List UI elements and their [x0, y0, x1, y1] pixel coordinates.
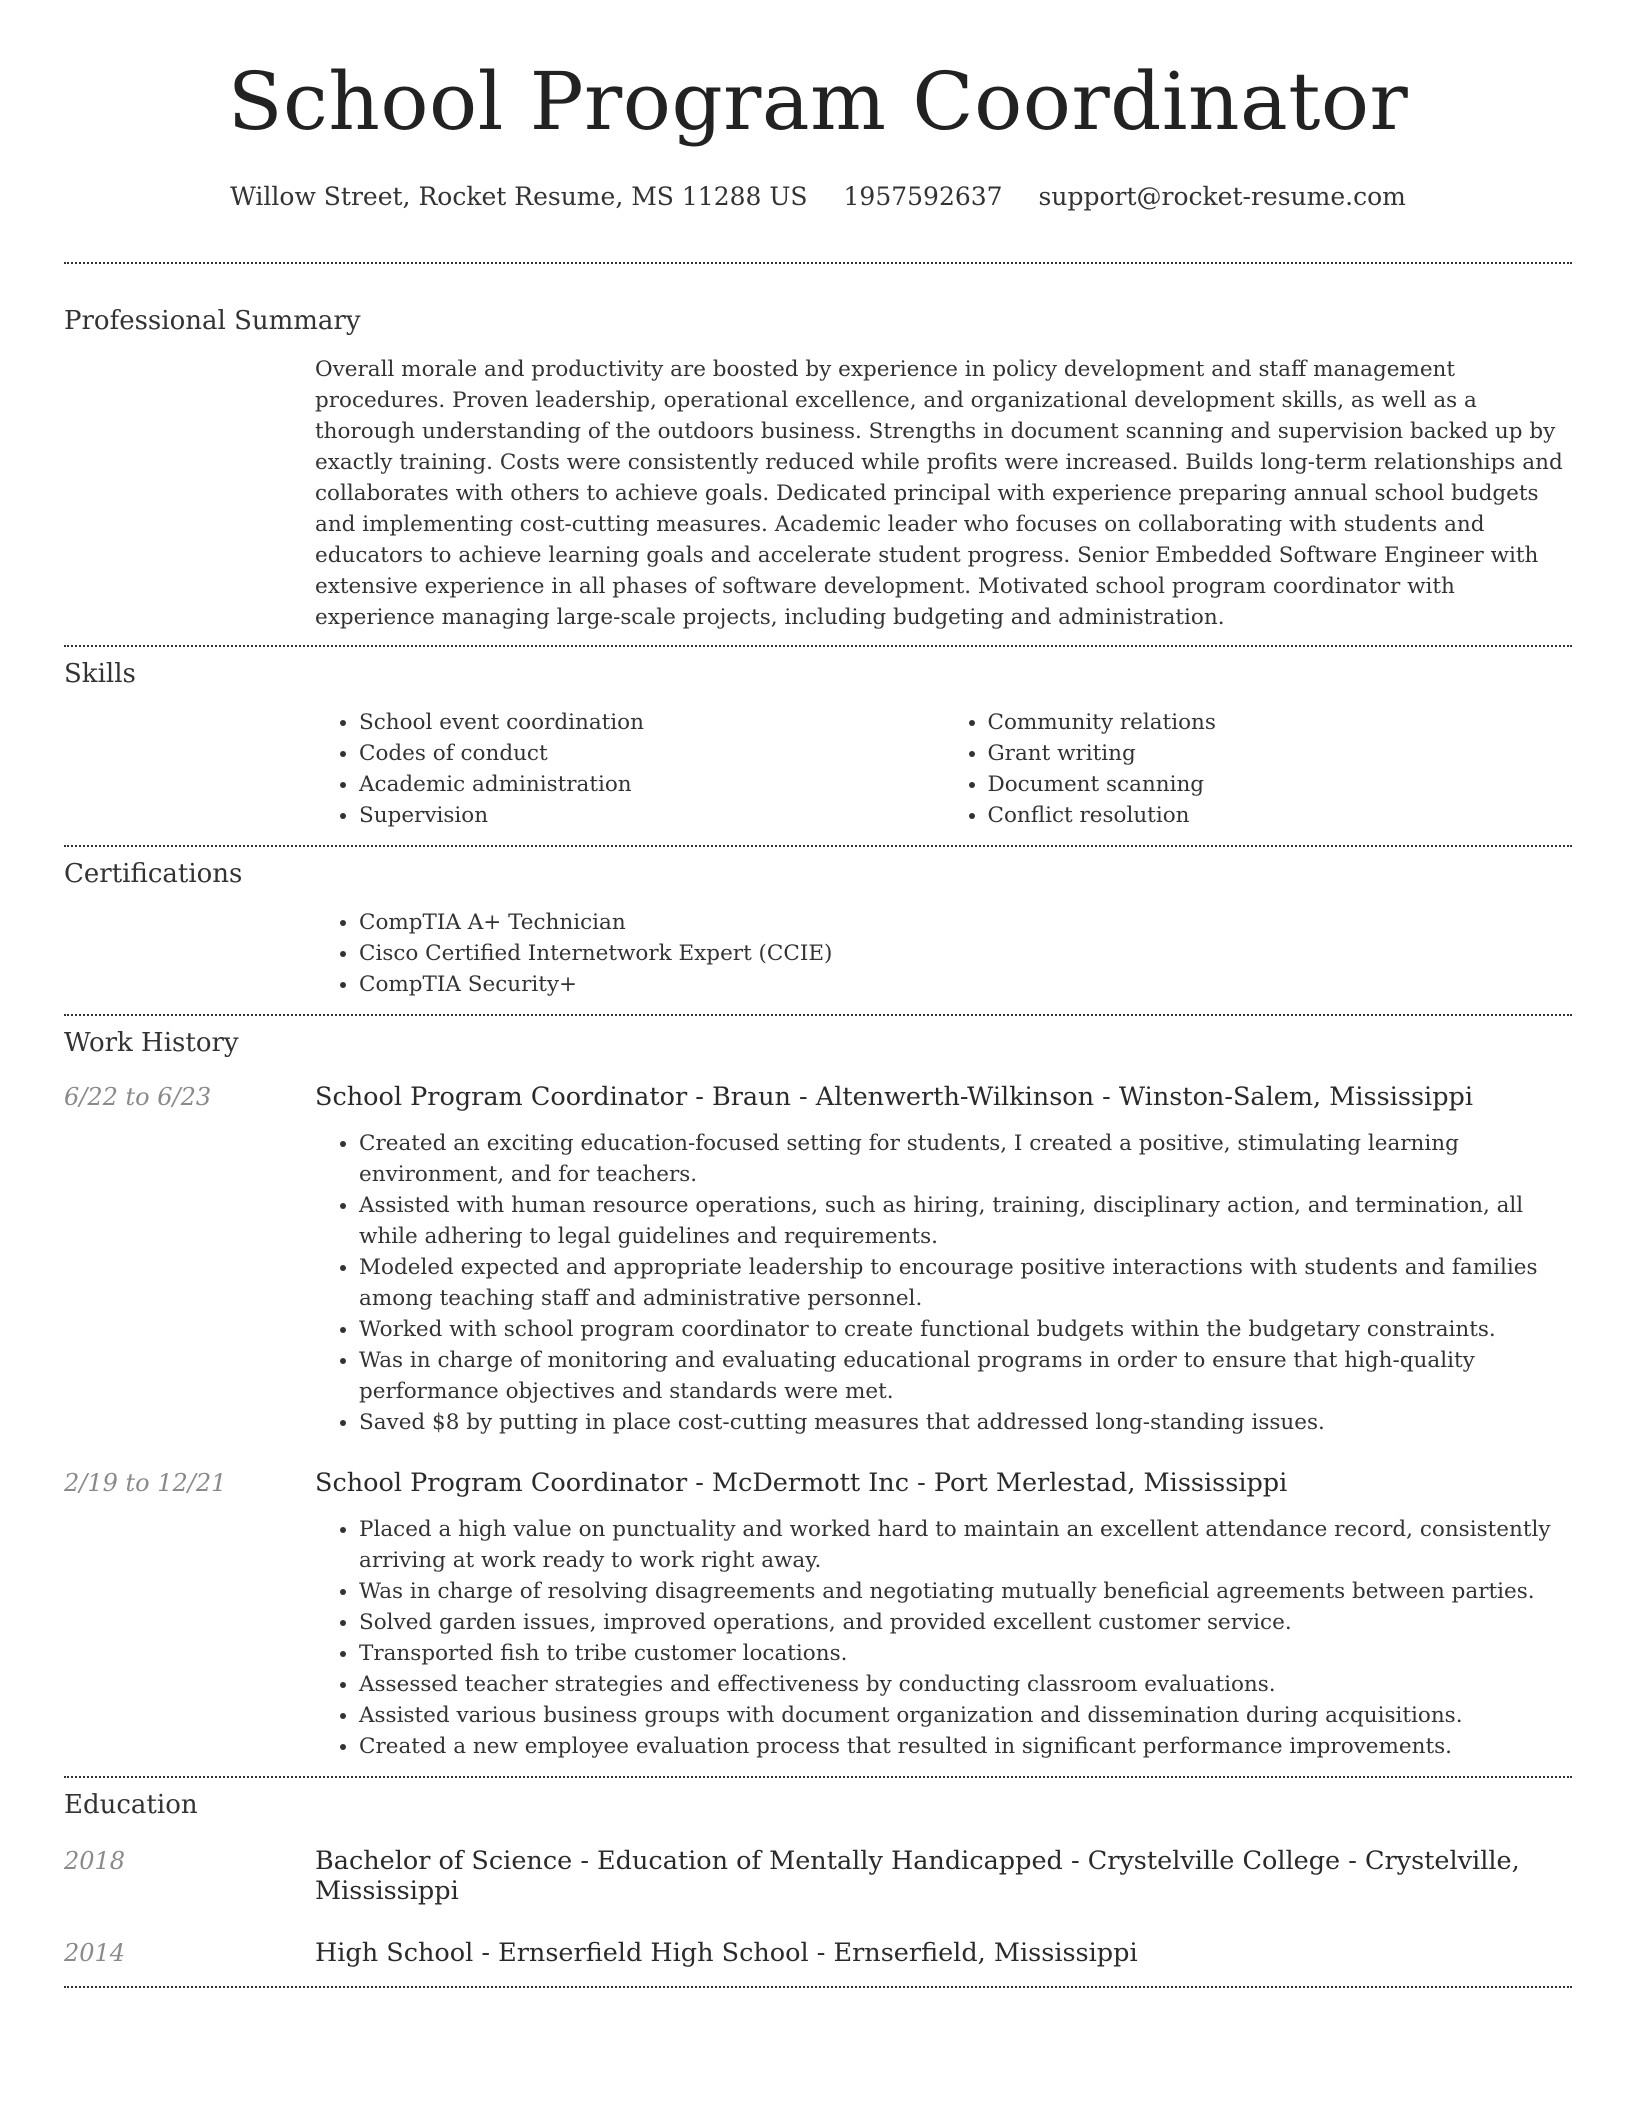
resume-name: School Program Coordinator: [227, 55, 1409, 148]
education-school: - Crystelville College - Crystelville, Mississippi: [315, 1846, 1520, 1906]
divider: [64, 262, 1572, 264]
job-bullet: • Created a new employee evaluation process that resulted in significant performance improvements.: [359, 1731, 1572, 1762]
certification-item: • CompTIA Security+: [359, 969, 1572, 1000]
job-bullet: • Transported fish to tribe customer locations.: [359, 1638, 1572, 1669]
education-degree: Bachelor of Science - Education of Mentally Handicapped: [315, 1846, 1063, 1876]
skill-item: • Grant writing: [988, 738, 1573, 769]
job-bullet: • Assisted various business groups with document organization and dissemination during acquisitions.: [359, 1700, 1572, 1731]
education-section: [64, 1788, 1572, 1968]
skills-list-right: [944, 707, 1573, 831]
divider: [64, 1776, 1572, 1778]
resume-page: [64, 0, 1572, 1988]
certification-item: • CompTIA A+ Technician: [359, 907, 1572, 938]
education-school: - Ernserfield High School - Ernserfield, Mississippi: [473, 1938, 1138, 1968]
education-heading: [315, 1938, 1138, 1968]
education-entry: [64, 1938, 1572, 1968]
job-dates: 2/19 to 12/21: [64, 1469, 227, 1497]
contact-line: [64, 180, 1572, 214]
certifications-section: [64, 857, 1572, 1000]
job-bullet: • Modeled expected and appropriate leadership to encourage positive interactions with students and families among teaching staff and administrative personnel.: [359, 1252, 1572, 1314]
education-year: 2018: [64, 1847, 126, 1875]
job-dates: 6/22 to 6/23: [64, 1083, 212, 1111]
section-title-certifications: Certifications: [64, 859, 243, 889]
education-degree: High School: [315, 1938, 474, 1968]
job-bullet: • Worked with school program coordinator to create functional budgets within the budgetary constraints.: [359, 1314, 1572, 1345]
education-entry: [64, 1846, 1572, 1906]
job-bullet: • Saved $8 by putting in place cost-cutting measures that addressed long-standing issues.: [359, 1407, 1572, 1438]
skills-section: [64, 657, 1572, 831]
job-entry: [64, 1468, 1572, 1762]
skill-item: • School event coordination: [359, 707, 944, 738]
skill-item: • Document scanning: [988, 769, 1573, 800]
skill-item: • Community relations: [988, 707, 1573, 738]
skill-item: • Conflict resolution: [988, 800, 1573, 831]
job-bullet: • Placed a high value on punctuality and worked hard to maintain an excellent attendance record, consistently arriving at work ready to work right away.: [359, 1514, 1572, 1576]
education-year: 2014: [64, 1939, 126, 1967]
section-title-summary: Professional Summary: [64, 306, 361, 336]
divider: [64, 1014, 1572, 1016]
job-bullets: [315, 1128, 1572, 1438]
section-title-work-history: Work History: [64, 1028, 239, 1058]
job-bullet: • Solved garden issues, improved operations, and provided excellent customer service.: [359, 1607, 1572, 1638]
divider: [64, 645, 1572, 647]
certifications-list: [315, 907, 1572, 1000]
section-title-skills: Skills: [64, 659, 136, 689]
divider: [64, 1986, 1572, 1988]
job-entry: [64, 1082, 1572, 1438]
skills-list-left: [315, 707, 944, 831]
job-bullet: • Created an exciting education-focused setting for students, I created a positive, stimulating learning environment, and for teachers.: [359, 1128, 1572, 1190]
contact-email: support@rocket-resume.com: [1038, 182, 1406, 211]
job-bullet: • Assessed teacher strategies and effectiveness by conducting classroom evaluations.: [359, 1669, 1572, 1700]
work-history-section: [64, 1026, 1572, 1762]
education-heading: [315, 1846, 1572, 1906]
job-bullets: [315, 1514, 1572, 1762]
section-title-education: Education: [64, 1790, 198, 1820]
skill-item: • Academic administration: [359, 769, 944, 800]
divider: [64, 845, 1572, 847]
certification-item: • Cisco Certified Internetwork Expert (CCIE): [359, 938, 1572, 969]
skill-item: • Supervision: [359, 800, 944, 831]
job-bullet: • Was in charge of resolving disagreements and negotiating mutually beneficial agreements between parties.: [359, 1576, 1572, 1607]
skill-item: • Codes of conduct: [359, 738, 944, 769]
job-bullet: • Was in charge of monitoring and evaluating educational programs in order to ensure that high-quality performance objectives and standards were met.: [359, 1345, 1572, 1407]
job-heading: School Program Coordinator - McDermott Inc - Port Merlestad, Mississippi: [315, 1468, 1288, 1498]
job-bullet: • Assisted with human resource operations, such as hiring, training, disciplinary action, and termination, all while adhering to legal guidelines and requirements.: [359, 1190, 1572, 1252]
contact-address: Willow Street, Rocket Resume, MS 11288 US: [230, 182, 808, 211]
contact-phone: 1957592637: [843, 182, 1003, 211]
summary-text: Overall morale and productivity are boosted by experience in policy development and staff management procedures. Proven leadership, operational excellence, and organizational development skills, as well as a thorough understanding of the outdoors business. Strengths in document scanning and supervision backed up by exactly training. Costs were consistently reduced while profits were increased. Builds long-term relationships and collaborates with others to achieve goals. Dedicated principal with experience preparing annual school budgets and implementing cost-cutting measures. Academic leader who focuses on collaborating with students and educators to achieve learning goals and accelerate student progress. Senior Embedded Software Engineer with extensive experience in all phases of software development. Motivated school program coordinator with experience managing large-scale projects, including budgeting and administration.: [315, 357, 1563, 630]
job-heading: School Program Coordinator - Braun - Altenwerth-Wilkinson - Winston-Salem, Mississippi: [315, 1082, 1473, 1112]
summary-section: [64, 304, 1572, 633]
